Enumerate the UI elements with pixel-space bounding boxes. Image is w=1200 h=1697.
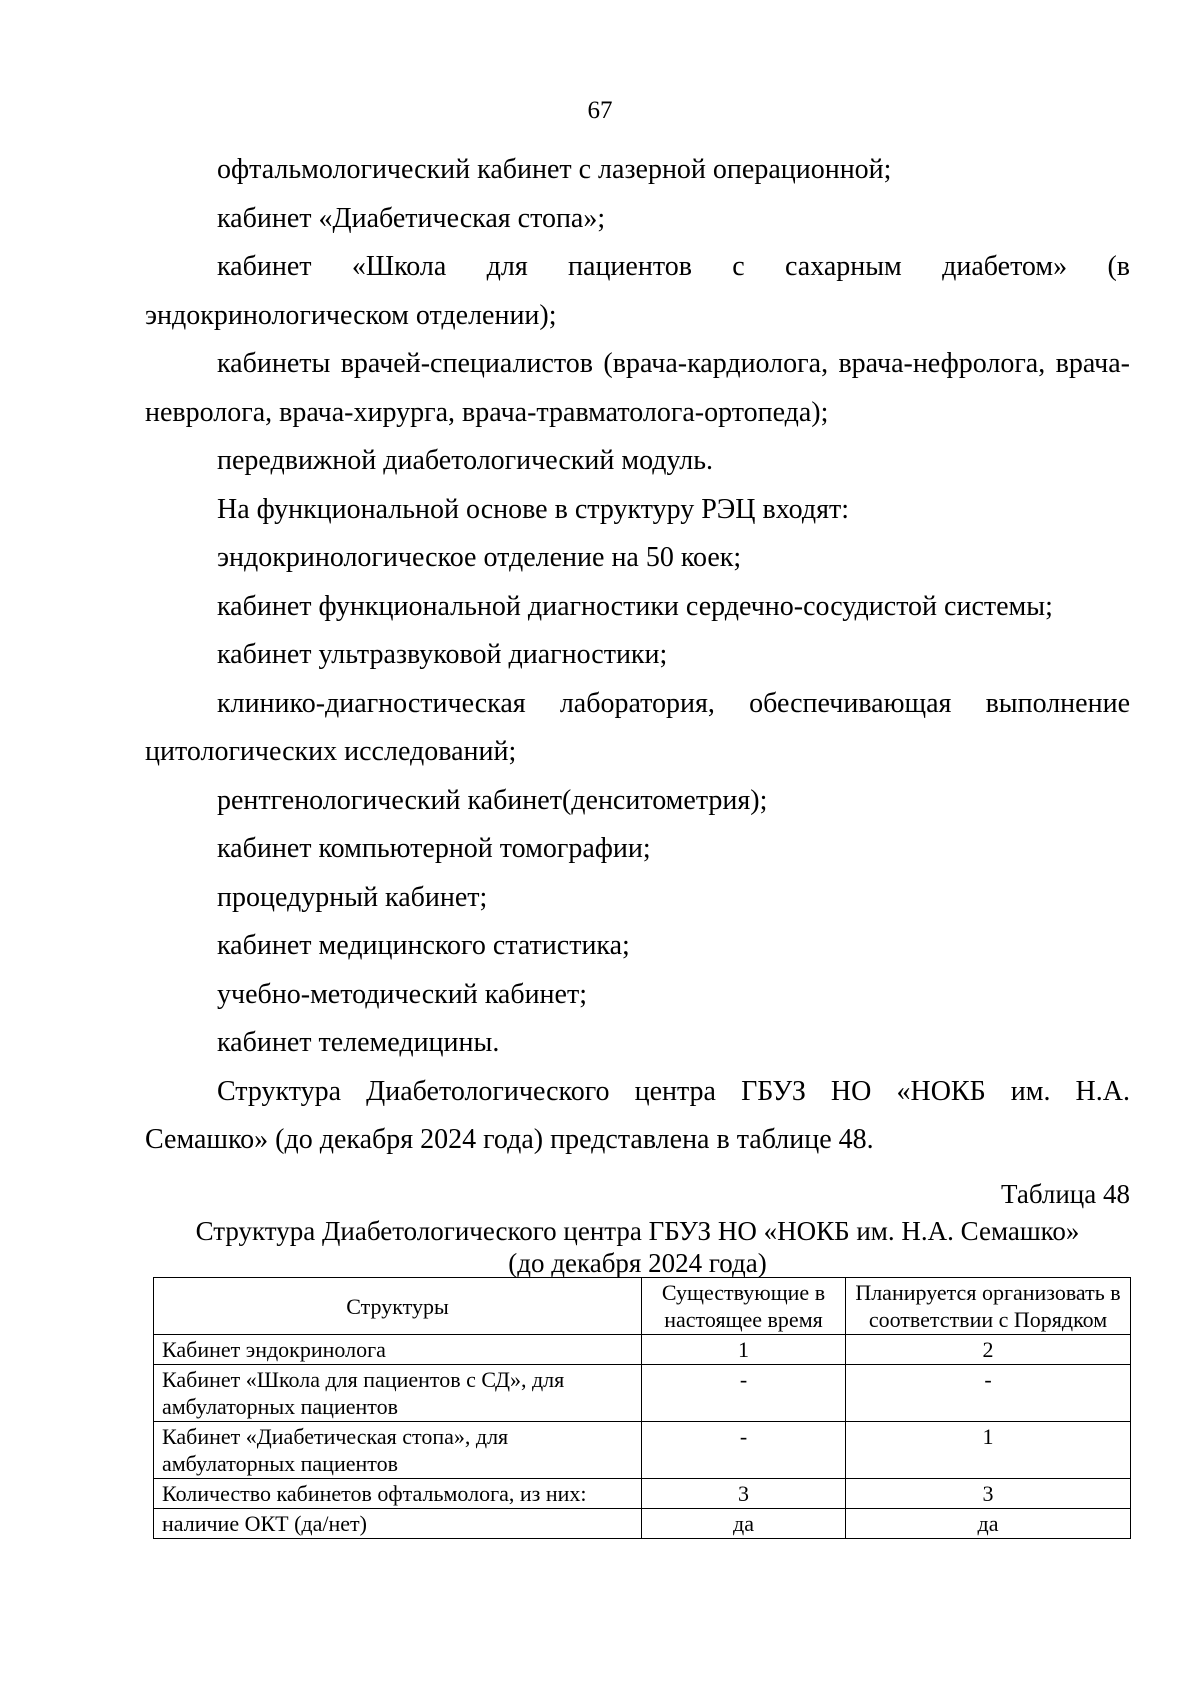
paragraph: передвижной диабетологический модуль. [217,445,714,476]
table-cell: наличие ОКТ (да/нет) [154,1509,642,1539]
paragraph: эндокринологическое отделение на 50 коек; [217,542,742,573]
column-header: Планируется организовать в соответствии с Порядком [846,1278,1131,1335]
table-cell: да [642,1509,846,1539]
table-cell: 1 [642,1335,846,1365]
paragraph: кабинет ультразвуковой диагностики; [217,639,668,670]
table-row [154,1365,1131,1422]
table-title-line: Структура Диабетологического центра ГБУЗ НО «НОКБ им. Н.А. Семашко» [195,1216,1080,1246]
paragraph: кабинеты врачей-специалистов (врача-кардиолога, врача-нефролога, врача-невролога, врача-хирурга, врача-травматолога-ортопеда); [145,348,1130,428]
structure-table [153,1277,1131,1539]
paragraph: рентгенологический кабинет(денситометрия); [217,784,768,816]
table-cell: 3 [846,1479,1131,1509]
table-number: Таблица 48 [1001,1179,1130,1209]
paragraph: кабинет функциональной диагностики сердечно-сосудистой системы; [217,590,1053,622]
table-cell: 3 [642,1479,846,1509]
table-row [154,1335,1131,1365]
body-text [145,146,1130,1165]
paragraph: кабинет компьютерной томографии; [217,833,651,864]
table-cell: - [846,1365,1131,1422]
table-header-row [154,1278,1131,1335]
table-cell: 1 [846,1422,1131,1479]
paragraph: кабинет «Школа для пациентов с сахарным диабетом» (в эндокринологическом отделении); [145,251,1130,331]
table-cell: 2 [846,1335,1131,1365]
table-title-line: (до декабря 2024 года) [508,1248,767,1278]
table-cell: Количество кабинетов офтальмолога, из них: [154,1479,642,1509]
paragraph: На функциональной основе в структуру РЭЦ входят: [217,493,849,525]
table-row [154,1422,1131,1479]
table-cell: Кабинет «Школа для пациентов с СД», для амбулаторных пациентов [154,1365,642,1422]
paragraph: офтальмологический кабинет с лазерной операционной; [217,154,892,185]
table-cell: Кабинет эндокринолога [154,1335,642,1365]
column-header: Существующие в настоящее время [642,1278,846,1335]
table-cell: Кабинет «Диабетическая стопа», для амбулаторных пациентов [154,1422,642,1479]
table-row [154,1479,1131,1509]
table-cell: - [642,1422,846,1479]
paragraph: учебно-методический кабинет; [217,978,587,1010]
table-cell: да [846,1509,1131,1539]
table-cell: - [642,1365,846,1422]
paragraph: кабинет медицинского статистика; [217,930,630,961]
paragraph: клинико-диагностическая лаборатория, обеспечивающая выполнение цитологических исследований; [145,687,1130,767]
paragraph: кабинет телемедицины. [217,1027,500,1058]
table-title [145,1215,1130,1279]
paragraph: процедурный кабинет; [217,881,488,913]
page-number: 67 [587,97,613,124]
column-header: Структуры [154,1278,642,1335]
paragraph: Структура Диабетологического центра ГБУЗ НО «НОКБ им. Н.А. Семашко» (до декабря 2024 года) представлена в таблице 48. [145,1075,1130,1155]
table-row [154,1509,1131,1539]
paragraph: кабинет «Диабетическая стопа»; [217,202,606,234]
